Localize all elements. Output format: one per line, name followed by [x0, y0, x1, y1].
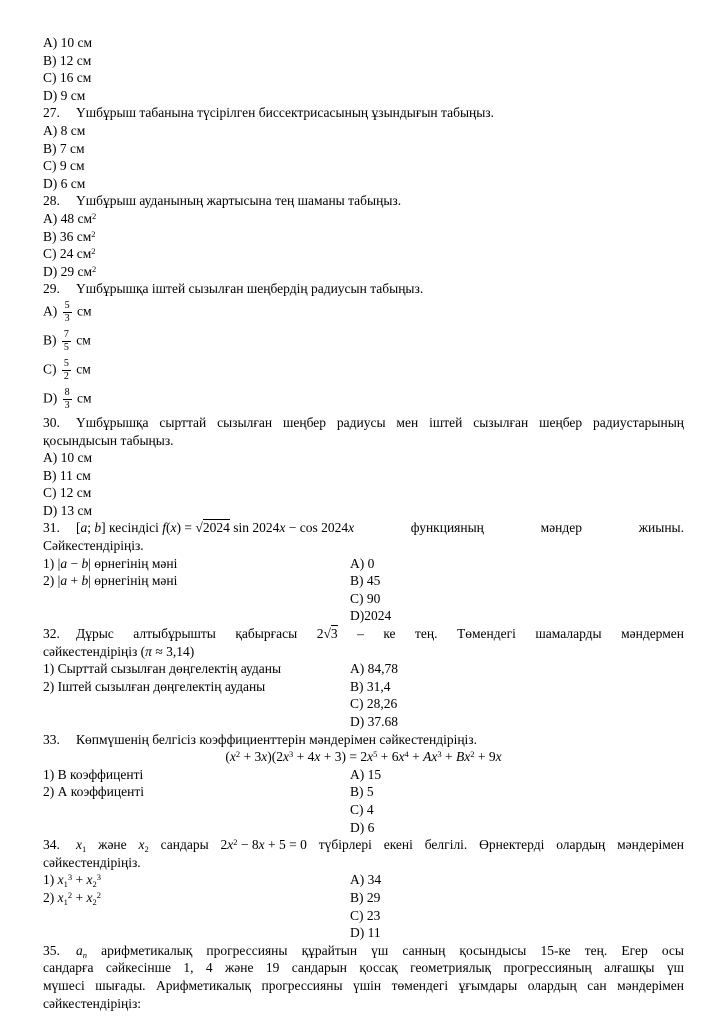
question-line: 33. Көпмүшенің белгісіз коэффициенттерін мәндерімен сәйкестендіріңіз. [43, 731, 478, 747]
match-right-option: B) 5 [350, 784, 374, 800]
option-line: C) 16 см [43, 70, 92, 86]
match-row [43, 783, 684, 801]
superscript: 2 [67, 889, 73, 900]
match-right-option: C) 90 [350, 590, 381, 606]
match-right-option: B) 29 [350, 889, 381, 905]
question-number: 34. [43, 837, 60, 853]
superscript: 2 [91, 228, 96, 239]
question-line: 31. [a; b] кесіндісі f(x) = √2024 sin 2024x − cos 2024x функцияның мәндер жиыны. [43, 520, 684, 536]
match-left-item [43, 924, 350, 942]
question-line: 29. Үшбұрышқа іштей сызылған шеңбердің радиусын табыңыз. [43, 281, 424, 297]
superscript: 2 [233, 837, 238, 848]
match-left-item [43, 590, 350, 608]
option-line: A) 10 см [43, 35, 93, 50]
math-variable: a [76, 942, 83, 958]
match-row [43, 766, 684, 784]
subscript: 1 [63, 896, 68, 907]
question-number: 32. [43, 626, 60, 642]
math-variable: x [57, 872, 64, 888]
math-variable: a [60, 573, 68, 589]
superscript: 2 [235, 749, 241, 760]
option-line: D) 13 см [43, 502, 93, 518]
match-right-option: B) 45 [350, 573, 381, 589]
match-row [43, 889, 684, 907]
superscript: 2 [91, 246, 96, 257]
document-content [43, 34, 684, 1012]
match-row [43, 695, 684, 713]
match-left-item: 1) В коэффиценті [43, 766, 144, 782]
math-variable: x [138, 837, 145, 853]
option-line: D) $\frac{8}{3}$ см [43, 386, 92, 411]
question-line-continued: сәйкестендіріңіз. [43, 854, 141, 870]
option-line: A) 10 см [43, 450, 93, 466]
sqrt-expression: √3 [323, 626, 338, 642]
match-left-item [43, 801, 350, 819]
option-line: A) 8 см [43, 122, 86, 138]
superscript: 3 [96, 872, 101, 883]
math-variable: a [60, 555, 68, 571]
math-variable: x [464, 749, 471, 765]
math-variable: b [81, 573, 89, 589]
match-row [43, 801, 684, 819]
math-variable: A [423, 749, 432, 765]
math-variable: x [367, 749, 374, 765]
superscript: 2 [92, 263, 97, 274]
question-line-continued: Сәйкестендіріңіз. [43, 538, 144, 554]
math-variable: a [80, 520, 88, 536]
match-left-item [43, 713, 350, 731]
math-variable: x [348, 520, 355, 536]
option-line: B) 36 $см^2$ [43, 228, 96, 244]
option-line: D) 6 см [43, 175, 86, 191]
formula-line: $(x^2 + 3x)(2x^3 + 4x + 3) = 2x^5 + 6x^4 + Ax^3 + Bx^2 + 9x$ [225, 749, 502, 765]
match-right-option: D) 37.68 [350, 714, 398, 729]
superscript: 4 [404, 749, 409, 760]
option-line: B) 12 см [43, 52, 92, 68]
match-left-item [43, 607, 350, 625]
match-row [43, 555, 684, 573]
match-row [43, 924, 684, 942]
match-left-item: 2) $x_1^2 + x_2^2$ [43, 889, 101, 907]
superscript: 2 [470, 749, 475, 760]
match-row [43, 660, 684, 678]
option-line: C) $\frac{5}{2}$ см [43, 357, 91, 382]
math-variable: x [283, 749, 289, 765]
option-line: D) 9 см [43, 87, 86, 103]
subscript: 2 [92, 896, 97, 907]
match-left-item [43, 819, 350, 837]
math-variable: x [495, 749, 502, 765]
question-number: 35. [43, 942, 60, 958]
question-line-continued: сәйкестендіріңіз (π ≈ 3,14) [43, 643, 195, 659]
math-variable: π [145, 643, 152, 659]
match-left-item: 2) Іштей сызылған дөңгелектің ауданы [43, 678, 266, 694]
match-left-item: 2) |a + b| өрнегінің мәні [43, 573, 178, 589]
math-variable: x [76, 837, 82, 853]
fraction: $\frac{8}{3}$ [64, 386, 70, 411]
superscript: 5 [373, 749, 378, 760]
math-expression: $2x^2 - 8x + 5 = 0$ [220, 837, 307, 853]
option-line: C) 9 см [43, 158, 85, 174]
question-number: 28. [43, 193, 60, 209]
superscript: 3 [289, 749, 294, 760]
math-variable: x [227, 837, 234, 853]
match-row [43, 572, 684, 590]
math-expression: 2√3 [316, 626, 338, 642]
option-line: A) $\frac{5}{3}$ см [43, 299, 92, 324]
question-number: 31. [43, 520, 60, 536]
match-row [43, 713, 684, 731]
question-line-continued: сәйкестендіріңіз: [43, 995, 142, 1011]
match-row [43, 590, 684, 608]
question-number: 29. [43, 281, 60, 297]
match-right-option: D) 11 [350, 925, 381, 941]
math-variable: x [314, 749, 321, 765]
fraction: $\frac{7}{5}$ [63, 328, 69, 353]
match-row [43, 871, 684, 889]
question-number: 27. [43, 105, 60, 121]
math-variable: x [86, 872, 93, 888]
question-line: 28. Үшбұрыш ауданының жартысына тең шаманы табыңыз. [43, 193, 402, 209]
option-line: C) 24 $см^2$ [43, 246, 96, 262]
superscript: 2 [96, 889, 101, 900]
math-variable: x [229, 749, 236, 765]
question-line-continued: мүшесі шығады. Арифметикалық прогрессияны үшін төмендегі ұғымдары олардың сан мәндерімен [43, 977, 684, 993]
math-variable: x [279, 520, 286, 536]
option-line: B) $\frac{7}{5}$ см [43, 328, 91, 353]
question-line-continued: сандарға сәйкесінше 1, 4 және 19 сандарын қоссақ геометриялық прогрессияның алғашқы үш [43, 960, 684, 976]
math-variable: x [258, 837, 265, 853]
fraction: $\frac{5}{3}$ [64, 299, 70, 324]
question-number: 30. [43, 414, 60, 430]
match-right-option: B) 31,4 [350, 678, 391, 694]
subscript: 2 [144, 844, 149, 855]
superscript: 2 [92, 210, 97, 221]
subscript: 1 [63, 879, 68, 890]
math-variable: B [455, 749, 465, 765]
math-variable: b [81, 555, 89, 571]
superscript: 3 [437, 749, 442, 760]
question-line: 30. Үшбұрышқа сырттай сызылған шеңбер радиусы мен іштей сызылған шеңбер радиустарының [43, 414, 684, 430]
match-left-item: 1) |a − b| өрнегінің мәні [43, 555, 178, 571]
subscript: 1 [82, 844, 87, 855]
math-variable: x [431, 749, 438, 765]
question-number: 33. [43, 731, 60, 747]
match-right-option: A) 84,78 [350, 661, 398, 677]
match-right-option: C) 4 [350, 801, 374, 817]
fraction: $\frac{5}{2}$ [63, 357, 69, 382]
question-line: 35. $a_n$ арифметикалық прогрессияны құрайтын үш санның қосындысы 15-ке тең. Егер осы [43, 942, 684, 960]
match-left-item: 1) Сырттай сызылған дөңгелектің ауданы [43, 661, 282, 677]
match-right-option: D) 6 [350, 819, 375, 835]
question-line: 34. $x_1$ және $x_2$ сандары $2x^2 - 8x + 5 = 0$ түбірлері екені белгілі. Өрнектерді олардың мәндерімен [43, 837, 684, 855]
math-variable: x [261, 749, 268, 765]
option-line: D) 29 $см^2$ [43, 263, 97, 279]
question-line: 27. Үшбұрыш табанына түсірілген биссектрисасының ұзындығын табыңыз. [43, 105, 495, 121]
match-left-item [43, 907, 350, 925]
math-variable: x [86, 889, 93, 905]
option-line: A) 48 $см^2$ [43, 210, 97, 226]
sqrt-expression: √2024 [195, 520, 230, 536]
match-right-option: D)2024 [350, 608, 392, 624]
match-row [43, 907, 684, 925]
option-line: B) 7 см [43, 140, 85, 156]
math-variable: f [162, 520, 167, 536]
math-variable: b [94, 520, 102, 536]
match-right-option: A) 15 [350, 766, 382, 782]
match-right-option: A) 0 [350, 555, 375, 571]
match-left-item [43, 695, 350, 713]
match-right-option: C) 23 [350, 907, 381, 923]
match-left-item: 1) $x_1^3 + x_2^3$ [43, 872, 101, 890]
option-line: C) 12 см [43, 485, 92, 501]
question-line-continued: қосындысын табыңыз. [43, 432, 174, 448]
match-row [43, 678, 684, 696]
math-variable: x [170, 520, 177, 536]
match-right-option: C) 28,26 [350, 696, 398, 712]
option-line: B) 11 см [43, 467, 91, 483]
math-variable: x [57, 889, 64, 905]
match-row [43, 819, 684, 837]
match-row [43, 607, 684, 625]
math-variable: x [398, 749, 405, 765]
match-right-option: A) 34 [350, 872, 382, 888]
question-line: 32. Дұрыс алтыбұрышты қабырғасы 2√3 – ке тең. Төмендегі шамаларды мәндермен [43, 626, 684, 642]
subscript: 2 [92, 879, 97, 890]
subscript: n [82, 949, 87, 960]
superscript: 3 [67, 872, 73, 883]
math-expression: [a; b] кесіндісі f(x) = √2024 sin 2024x − cos 2024x [76, 520, 355, 536]
match-left-item: 2) А коэффиценті [43, 784, 144, 800]
